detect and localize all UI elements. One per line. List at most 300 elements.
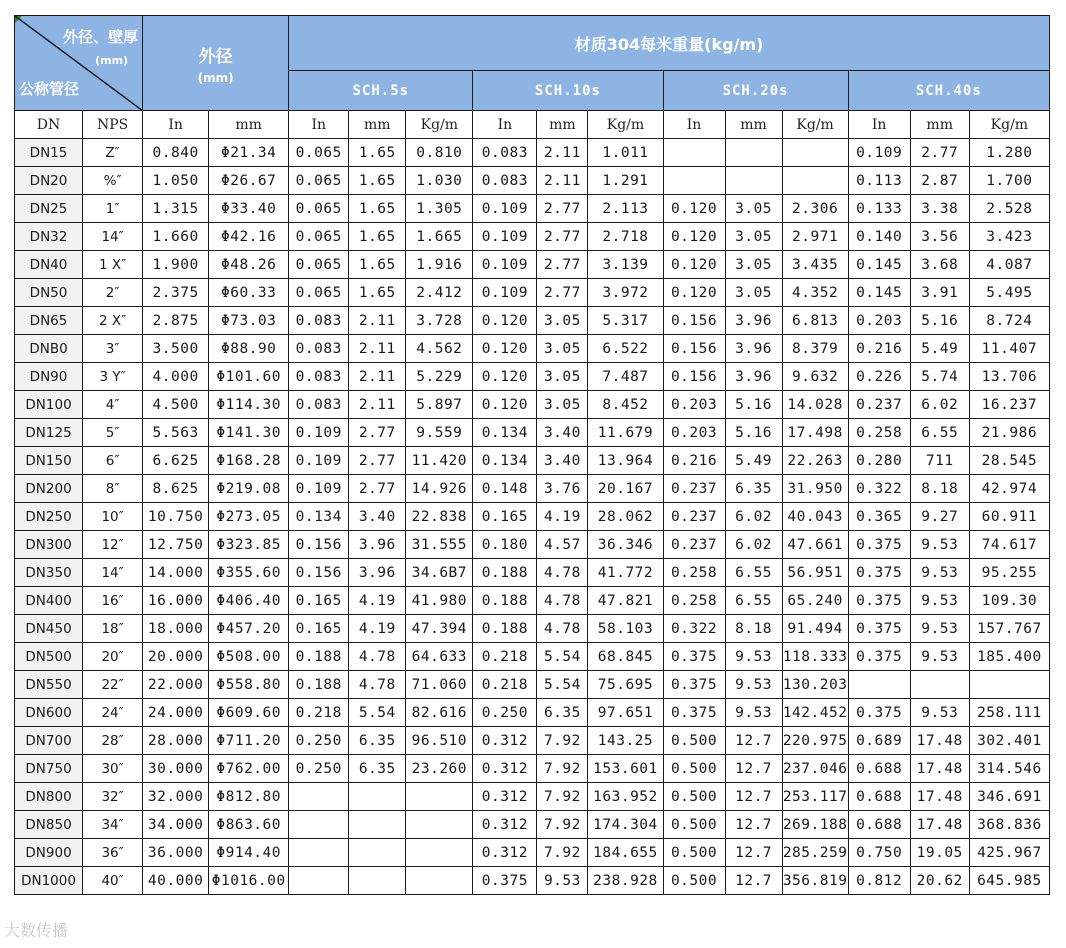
nps-cell: 28″ xyxy=(83,727,143,755)
value-cell: 3.05 xyxy=(725,195,782,223)
value-cell: 36.346 xyxy=(588,531,663,559)
value-cell: 0.203 xyxy=(663,391,725,419)
value-cell: 0.312 xyxy=(473,811,537,839)
value-cell: 75.695 xyxy=(588,671,663,699)
dn-cell: DN850 xyxy=(15,811,83,839)
table-row xyxy=(15,447,1050,475)
value-cell: 0.812 xyxy=(848,867,910,895)
value-cell: 0.250 xyxy=(473,699,537,727)
value-cell: 47.661 xyxy=(782,531,848,559)
value-cell: 0.258 xyxy=(663,559,725,587)
value-cell: 4.087 xyxy=(969,251,1049,279)
value-cell: 74.617 xyxy=(969,531,1049,559)
value-cell: 60.911 xyxy=(969,503,1049,531)
value-cell: 0.312 xyxy=(473,755,537,783)
dn-cell: DN100 xyxy=(15,391,83,419)
value-cell: 4.78 xyxy=(537,587,588,615)
dn-cell: DN700 xyxy=(15,727,83,755)
value-cell xyxy=(969,671,1049,699)
value-cell xyxy=(289,839,349,867)
value-cell: 0.258 xyxy=(848,419,910,447)
value-cell: 3.40 xyxy=(537,419,588,447)
value-cell: 3.96 xyxy=(725,335,782,363)
value-cell: 2.77 xyxy=(910,139,969,167)
value-cell: 0.375 xyxy=(663,671,725,699)
value-cell: 0.203 xyxy=(663,419,725,447)
value-cell: 9.559 xyxy=(406,419,473,447)
value-cell: 0.237 xyxy=(663,531,725,559)
value-cell: 0.109 xyxy=(848,139,910,167)
value-cell: 64.633 xyxy=(406,643,473,671)
value-cell xyxy=(349,783,406,811)
value-cell xyxy=(349,867,406,895)
dn-cell: DN20 xyxy=(15,167,83,195)
value-cell: 220.975 xyxy=(782,727,848,755)
table-row xyxy=(15,559,1050,587)
corner-header xyxy=(15,16,143,111)
dn-cell: DN900 xyxy=(15,839,83,867)
value-cell: 5.495 xyxy=(969,279,1049,307)
value-cell: 0.109 xyxy=(289,419,349,447)
value-cell: 0.165 xyxy=(473,503,537,531)
value-cell xyxy=(406,839,473,867)
value-cell: 6.35 xyxy=(349,755,406,783)
value-cell: 2.412 xyxy=(406,279,473,307)
value-cell: 1.65 xyxy=(349,223,406,251)
nps-cell: 12″ xyxy=(83,531,143,559)
value-cell: Φ60.33 xyxy=(209,279,289,307)
table-row xyxy=(15,643,1050,671)
value-cell: 5.229 xyxy=(406,363,473,391)
nps-cell: 18″ xyxy=(83,615,143,643)
value-cell: 2.11 xyxy=(537,139,588,167)
value-cell: 0.203 xyxy=(848,307,910,335)
nps-cell: 1 X″ xyxy=(83,251,143,279)
value-cell: 71.060 xyxy=(406,671,473,699)
value-cell: 163.952 xyxy=(588,783,663,811)
value-cell: 142.452 xyxy=(782,699,848,727)
value-cell: 3.435 xyxy=(782,251,848,279)
value-cell: 28.062 xyxy=(588,503,663,531)
value-cell: 5.897 xyxy=(406,391,473,419)
value-cell: 4.57 xyxy=(537,531,588,559)
value-cell: 8.379 xyxy=(782,335,848,363)
value-cell: 0.500 xyxy=(663,783,725,811)
table-row xyxy=(15,279,1050,307)
value-cell: 0.688 xyxy=(848,755,910,783)
value-cell: Φ457.20 xyxy=(209,615,289,643)
value-cell: Φ114.30 xyxy=(209,391,289,419)
value-cell: 6.522 xyxy=(588,335,663,363)
value-cell: 2.11 xyxy=(349,335,406,363)
value-cell: 0.322 xyxy=(663,615,725,643)
value-cell: 0.689 xyxy=(848,727,910,755)
value-cell: 0.120 xyxy=(663,195,725,223)
table-row xyxy=(15,503,1050,531)
value-cell: 0.165 xyxy=(289,587,349,615)
value-cell xyxy=(663,139,725,167)
value-cell: 34.000 xyxy=(143,811,209,839)
value-cell: 12.7 xyxy=(725,839,782,867)
column-header: NPS xyxy=(83,111,143,139)
value-cell: 3.96 xyxy=(725,307,782,335)
value-cell: 19.05 xyxy=(910,839,969,867)
value-cell: 118.333 xyxy=(782,643,848,671)
table-row xyxy=(15,195,1050,223)
value-cell: 12.7 xyxy=(725,755,782,783)
column-header: mm xyxy=(910,111,969,139)
value-cell: 711 xyxy=(910,447,969,475)
nps-cell: 1″ xyxy=(83,195,143,223)
value-cell: Φ33.40 xyxy=(209,195,289,223)
value-cell: 8.625 xyxy=(143,475,209,503)
value-cell: 3.05 xyxy=(537,307,588,335)
value-cell: 47.821 xyxy=(588,587,663,615)
value-cell: 6.35 xyxy=(725,475,782,503)
table-row xyxy=(15,587,1050,615)
value-cell: 20.62 xyxy=(910,867,969,895)
value-cell: 0.365 xyxy=(848,503,910,531)
value-cell: 0.109 xyxy=(473,279,537,307)
value-cell: 9.53 xyxy=(910,699,969,727)
nps-cell: 3 Y″ xyxy=(83,363,143,391)
value-cell xyxy=(782,139,848,167)
value-cell: 0.312 xyxy=(473,839,537,867)
table-row xyxy=(15,363,1050,391)
column-header: Kg/m xyxy=(782,111,848,139)
column-header: In xyxy=(663,111,725,139)
value-cell: 12.750 xyxy=(143,531,209,559)
od-title: 外径 xyxy=(198,46,233,67)
value-cell: 36.000 xyxy=(143,839,209,867)
value-cell: 0.148 xyxy=(473,475,537,503)
value-cell: 0.065 xyxy=(289,195,349,223)
value-cell: 2.77 xyxy=(349,419,406,447)
value-cell: 0.810 xyxy=(406,139,473,167)
value-cell: 258.111 xyxy=(969,699,1049,727)
nps-cell: 2″ xyxy=(83,279,143,307)
value-cell: 130.203 xyxy=(782,671,848,699)
value-cell: 1.291 xyxy=(588,167,663,195)
value-cell: 41.772 xyxy=(588,559,663,587)
value-cell: 0.322 xyxy=(848,475,910,503)
pipe-weight-table xyxy=(14,15,1050,895)
value-cell: 0.134 xyxy=(473,447,537,475)
value-cell xyxy=(848,671,910,699)
value-cell: 5.563 xyxy=(143,419,209,447)
value-cell: 5.54 xyxy=(349,699,406,727)
pipe-weight-table-container xyxy=(14,15,1050,895)
table-row xyxy=(15,391,1050,419)
column-header: In xyxy=(848,111,910,139)
nps-cell: 10″ xyxy=(83,503,143,531)
value-cell: 9.53 xyxy=(910,559,969,587)
value-cell: 0.250 xyxy=(289,727,349,755)
value-cell: 0.750 xyxy=(848,839,910,867)
value-cell: Φ21.34 xyxy=(209,139,289,167)
column-header: mm xyxy=(349,111,406,139)
value-cell: 2.11 xyxy=(349,363,406,391)
value-cell: Φ48.26 xyxy=(209,251,289,279)
table-row xyxy=(15,671,1050,699)
value-cell: 0.375 xyxy=(848,559,910,587)
column-header-row xyxy=(15,111,1050,139)
value-cell: 0.280 xyxy=(848,447,910,475)
value-cell: Φ355.60 xyxy=(209,559,289,587)
value-cell: 0.500 xyxy=(663,727,725,755)
value-cell: 10.750 xyxy=(143,503,209,531)
value-cell: 18.000 xyxy=(143,615,209,643)
value-cell: 0.375 xyxy=(663,643,725,671)
value-cell: 22.263 xyxy=(782,447,848,475)
value-cell: 9.53 xyxy=(537,867,588,895)
value-cell: 17.48 xyxy=(910,811,969,839)
value-cell: Φ762.00 xyxy=(209,755,289,783)
value-cell: 0.145 xyxy=(848,251,910,279)
nps-cell: Z″ xyxy=(83,139,143,167)
value-cell: 2.971 xyxy=(782,223,848,251)
value-cell: 3.38 xyxy=(910,195,969,223)
value-cell: 314.546 xyxy=(969,755,1049,783)
value-cell: Φ273.05 xyxy=(209,503,289,531)
value-cell: 34.6B7 xyxy=(406,559,473,587)
value-cell: 5.317 xyxy=(588,307,663,335)
value-cell: 12.7 xyxy=(725,783,782,811)
value-cell: 1.011 xyxy=(588,139,663,167)
nps-cell: 22″ xyxy=(83,671,143,699)
value-cell: 0.188 xyxy=(289,671,349,699)
value-cell: 42.974 xyxy=(969,475,1049,503)
value-cell: 82.616 xyxy=(406,699,473,727)
value-cell: 0.180 xyxy=(473,531,537,559)
value-cell: 1.280 xyxy=(969,139,1049,167)
value-cell: 11.679 xyxy=(588,419,663,447)
value-cell: 95.255 xyxy=(969,559,1049,587)
value-cell: 4.562 xyxy=(406,335,473,363)
value-cell: 0.134 xyxy=(289,503,349,531)
value-cell: 0.375 xyxy=(848,531,910,559)
value-cell: 2.306 xyxy=(782,195,848,223)
value-cell: 0.109 xyxy=(473,251,537,279)
value-cell: 8.452 xyxy=(588,391,663,419)
value-cell: 2.77 xyxy=(537,279,588,307)
value-cell: 5.54 xyxy=(537,671,588,699)
value-cell: 0.375 xyxy=(473,867,537,895)
value-cell: 2.77 xyxy=(537,223,588,251)
value-cell: 0.258 xyxy=(663,587,725,615)
column-header: DN xyxy=(15,111,83,139)
value-cell: 4.500 xyxy=(143,391,209,419)
dn-cell: DN450 xyxy=(15,615,83,643)
value-cell: Φ26.67 xyxy=(209,167,289,195)
column-header: In xyxy=(289,111,349,139)
table-row xyxy=(15,755,1050,783)
dn-cell: DN150 xyxy=(15,447,83,475)
column-header: Kg/m xyxy=(588,111,663,139)
dn-cell: DN65 xyxy=(15,307,83,335)
schedule-header-5s: SCH.5s xyxy=(289,71,473,111)
value-cell: Φ406.40 xyxy=(209,587,289,615)
value-cell: 6.55 xyxy=(725,559,782,587)
column-header: mm xyxy=(725,111,782,139)
value-cell: 0.120 xyxy=(663,279,725,307)
value-cell: 0.065 xyxy=(289,251,349,279)
value-cell: 238.928 xyxy=(588,867,663,895)
value-cell: 2.11 xyxy=(349,307,406,335)
value-cell: 40.043 xyxy=(782,503,848,531)
value-cell: 425.967 xyxy=(969,839,1049,867)
value-cell: 237.046 xyxy=(782,755,848,783)
value-cell: 3.68 xyxy=(910,251,969,279)
value-cell: 96.510 xyxy=(406,727,473,755)
dn-cell: DN400 xyxy=(15,587,83,615)
value-cell: 3.96 xyxy=(349,531,406,559)
value-cell: 3.40 xyxy=(537,447,588,475)
value-cell: Φ88.90 xyxy=(209,335,289,363)
value-cell: 0.140 xyxy=(848,223,910,251)
value-cell: 7.92 xyxy=(537,783,588,811)
value-cell xyxy=(406,867,473,895)
value-cell: 0.216 xyxy=(663,447,725,475)
value-cell: 21.986 xyxy=(969,419,1049,447)
value-cell: 2.528 xyxy=(969,195,1049,223)
nps-cell: 14″ xyxy=(83,559,143,587)
value-cell: 2.375 xyxy=(143,279,209,307)
dn-cell: DN125 xyxy=(15,419,83,447)
corner-top-label: 外径、壁厚 xyxy=(63,28,139,46)
table-body xyxy=(15,139,1050,895)
value-cell: 9.632 xyxy=(782,363,848,391)
value-cell: Φ168.28 xyxy=(209,447,289,475)
value-cell: 12.7 xyxy=(725,867,782,895)
table-row xyxy=(15,475,1050,503)
value-cell: 0.375 xyxy=(663,699,725,727)
table-row xyxy=(15,699,1050,727)
value-cell: 4.78 xyxy=(537,559,588,587)
value-cell: Φ219.08 xyxy=(209,475,289,503)
schedule-header-20s: SCH.20s xyxy=(663,71,848,111)
nps-cell: 6″ xyxy=(83,447,143,475)
value-cell: 32.000 xyxy=(143,783,209,811)
value-cell: 0.156 xyxy=(289,559,349,587)
value-cell: 0.375 xyxy=(848,699,910,727)
value-cell: 22.838 xyxy=(406,503,473,531)
value-cell: 3.05 xyxy=(537,335,588,363)
od-header xyxy=(143,16,289,111)
value-cell: Φ508.00 xyxy=(209,643,289,671)
value-cell: 7.92 xyxy=(537,839,588,867)
value-cell: 5.16 xyxy=(725,391,782,419)
value-cell: 0.188 xyxy=(473,587,537,615)
table-row xyxy=(15,167,1050,195)
value-cell: 0.250 xyxy=(289,755,349,783)
value-cell: 0.375 xyxy=(848,587,910,615)
dn-cell: DN250 xyxy=(15,503,83,531)
schedule-header-10s: SCH.10s xyxy=(473,71,663,111)
value-cell: 1.916 xyxy=(406,251,473,279)
value-cell: 109.30 xyxy=(969,587,1049,615)
value-cell: 3.76 xyxy=(537,475,588,503)
value-cell: 6.813 xyxy=(782,307,848,335)
column-header: mm xyxy=(537,111,588,139)
value-cell: 9.53 xyxy=(910,587,969,615)
value-cell: 3.56 xyxy=(910,223,969,251)
value-cell: 9.53 xyxy=(910,531,969,559)
value-cell: 68.845 xyxy=(588,643,663,671)
table-row xyxy=(15,307,1050,335)
value-cell: 8.18 xyxy=(910,475,969,503)
dn-cell: DN750 xyxy=(15,755,83,783)
value-cell: 4.19 xyxy=(349,587,406,615)
value-cell: 0.188 xyxy=(473,559,537,587)
value-cell: 157.767 xyxy=(969,615,1049,643)
dn-cell: DN32 xyxy=(15,223,83,251)
value-cell: 153.601 xyxy=(588,755,663,783)
value-cell: 0.500 xyxy=(663,839,725,867)
table-row xyxy=(15,727,1050,755)
value-cell: Φ1016.00 xyxy=(209,867,289,895)
nps-cell: 4″ xyxy=(83,391,143,419)
value-cell: 0.218 xyxy=(473,671,537,699)
nps-cell: 8″ xyxy=(83,475,143,503)
value-cell: 1.315 xyxy=(143,195,209,223)
value-cell: 0.109 xyxy=(473,195,537,223)
value-cell: 0.218 xyxy=(289,699,349,727)
value-cell: 20.000 xyxy=(143,643,209,671)
value-cell: Φ609.60 xyxy=(209,699,289,727)
value-cell: 2.718 xyxy=(588,223,663,251)
value-cell: 0.083 xyxy=(289,307,349,335)
value-cell: 91.494 xyxy=(782,615,848,643)
value-cell: Φ558.80 xyxy=(209,671,289,699)
value-cell: 5.74 xyxy=(910,363,969,391)
value-cell: 17.48 xyxy=(910,755,969,783)
value-cell: 0.156 xyxy=(289,531,349,559)
value-cell: 31.555 xyxy=(406,531,473,559)
value-cell xyxy=(289,811,349,839)
value-cell xyxy=(289,783,349,811)
value-cell: Φ914.40 xyxy=(209,839,289,867)
value-cell: 0.083 xyxy=(473,167,537,195)
value-cell: 2.77 xyxy=(537,195,588,223)
value-cell: 0.083 xyxy=(289,391,349,419)
value-cell: 65.240 xyxy=(782,587,848,615)
value-cell: 0.312 xyxy=(473,783,537,811)
dn-cell: DN50 xyxy=(15,279,83,307)
value-cell: 0.312 xyxy=(473,727,537,755)
value-cell: 4.78 xyxy=(349,671,406,699)
value-cell: 0.188 xyxy=(473,615,537,643)
value-cell: 47.394 xyxy=(406,615,473,643)
value-cell: 6.02 xyxy=(725,503,782,531)
value-cell xyxy=(289,867,349,895)
value-cell: 2.11 xyxy=(537,167,588,195)
value-cell: 346.691 xyxy=(969,783,1049,811)
corner-unit-label: (mm) xyxy=(95,54,129,67)
value-cell: 9.27 xyxy=(910,503,969,531)
value-cell: 0.083 xyxy=(289,335,349,363)
value-cell: 11.420 xyxy=(406,447,473,475)
dn-cell: DN550 xyxy=(15,671,83,699)
value-cell: 1.65 xyxy=(349,279,406,307)
value-cell: 4.000 xyxy=(143,363,209,391)
value-cell: 9.53 xyxy=(725,671,782,699)
value-cell: 17.48 xyxy=(910,783,969,811)
value-cell: 645.985 xyxy=(969,867,1049,895)
dn-cell: DN350 xyxy=(15,559,83,587)
value-cell: 5.54 xyxy=(537,643,588,671)
table-row xyxy=(15,615,1050,643)
